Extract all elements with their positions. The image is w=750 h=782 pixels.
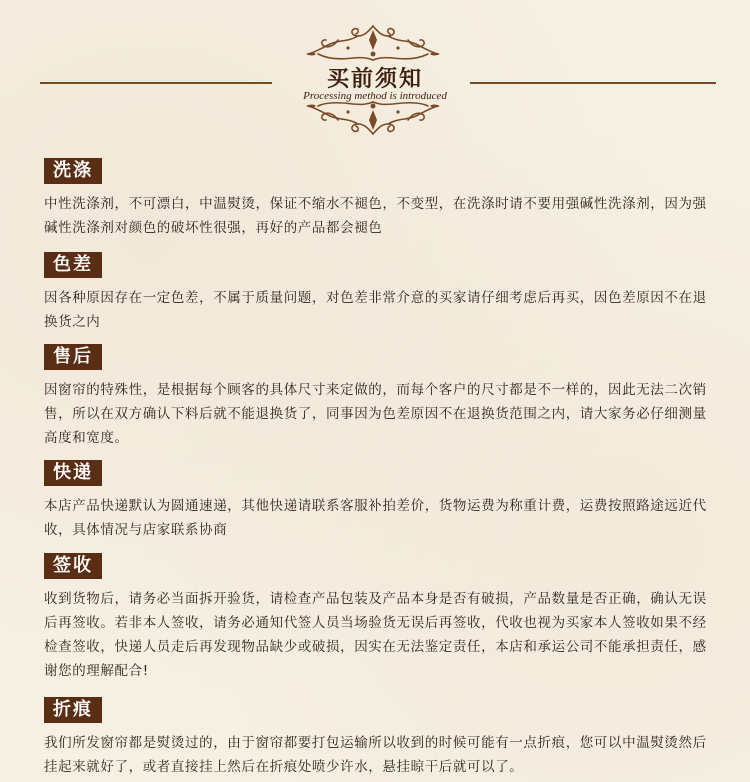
section-creases: [44, 697, 714, 779]
section-color-difference: [44, 252, 714, 334]
page-title: 买前须知: [326, 66, 423, 92]
section-body-color-difference: 因各种原因存在一定色差，不属于质量问题，对色差非常介意的买家请仔细考虑后再买，因色差原因不在退换货之内: [44, 290, 707, 330]
section-label-sign-for-delivery: 签收: [44, 553, 102, 579]
section-label-washing: 洗涤: [44, 158, 102, 184]
page-header: [0, 0, 750, 150]
section-sign-for-delivery: [44, 553, 714, 683]
section-body-after-sales: 因窗帘的特殊性，是根据每个顾客的具体尺寸来定做的，而每个客户的尺寸都是不一样的，因此无法二次销售，所以在双方确认下料后就不能退换货了，同事因为色差原因不在退换货范围之内，请大家务必仔细测量高度和宽度。: [44, 382, 707, 446]
section-body-creases: 我们所发窗帘都是熨烫过的，由于窗帘都要打包运输所以收到的时候可能有一点折痕，您可以中温熨烫然后挂起来就好了，或者直接挂上然后在折痕处喷少许水，悬挂晾干后就可以了。: [44, 735, 707, 775]
section-label-after-sales: 售后: [44, 344, 102, 370]
section-label-color-difference: 色差: [44, 252, 102, 278]
section-washing: [44, 158, 714, 240]
section-body-washing: 中性洗涤剂，不可漂白，中温熨烫，保证不缩水不褪色，不变型，在洗涤时请不要用强碱性洗涤剂，因为强碱性洗涤剂对颜色的破坏性很强，再好的产品都会褪色: [44, 196, 707, 236]
page-subtitle: Processing method is introduced: [303, 90, 447, 102]
ornament-top-icon: [298, 22, 448, 64]
section-delivery: [44, 460, 714, 542]
section-after-sales: [44, 344, 714, 450]
section-body-delivery: 本店产品快递默认为圆通速递，其他快递请联系客服补拍差价，货物运费为称重计费，运费按照路途远近代收，具体情况与店家联系协商: [44, 498, 707, 538]
section-label-delivery: 快递: [44, 460, 102, 486]
section-body-sign-for-delivery: 收到货物后，请务必当面拆开验货，请检查产品包装及产品本身是否有破损，产品数量是否正确，确认无误后再签收。若非本人签收，请务必通知代签人员当场验货无误后再签收，代收也视为买家本人签收如果不经检查签收，快递人员走后再发现物品缺少或破损，因实在无法鉴定责任，本店和承运公司不能承担责任，感谢您的理解配合!: [44, 591, 707, 679]
section-label-creases: 折痕: [44, 697, 102, 723]
ornament-bottom-icon: [298, 100, 448, 140]
